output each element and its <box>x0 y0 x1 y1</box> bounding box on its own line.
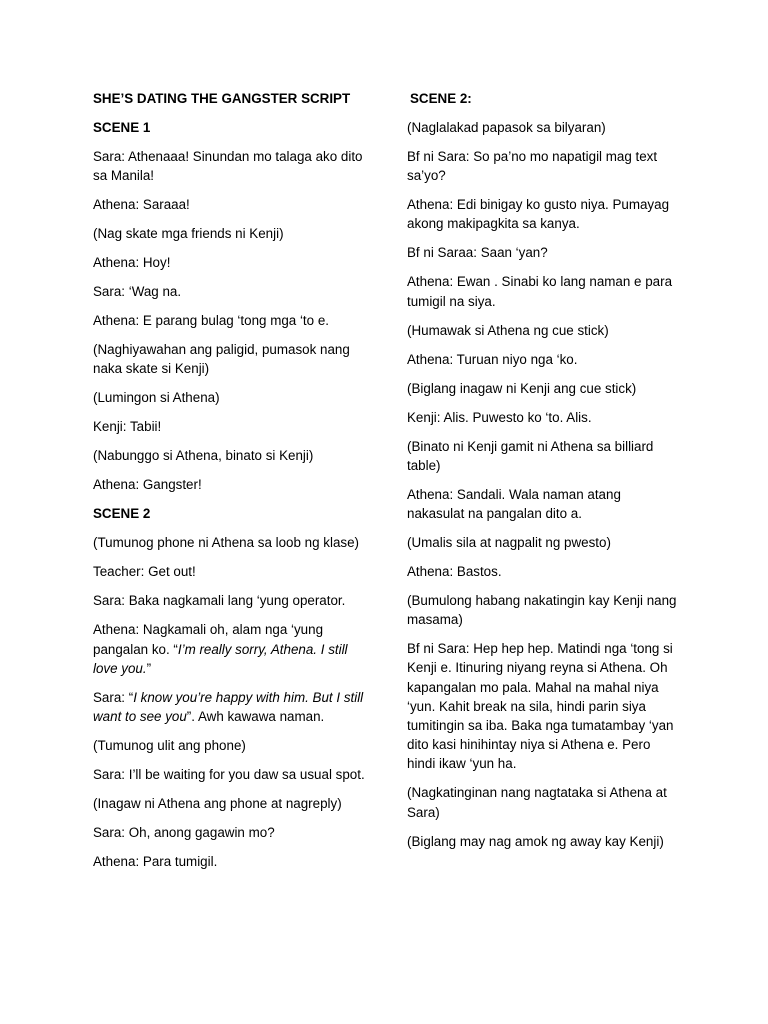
dialogue-line: Athena: Saraaa! <box>93 197 190 213</box>
stage-direction: (Nabunggo si Athena, binato si Kenji) <box>93 448 314 464</box>
dialogue-line: Athena: Turuan niyo nga ‘ko. <box>407 351 578 367</box>
stage-direction: (Bumulong habang nakatingin kay Kenji nang masama) <box>407 593 677 628</box>
stage-direction: (Nagkatinginan nang nagtataka si Athena at Sara) <box>407 785 667 820</box>
dialogue-line: Athena: E parang bulag ‘tong mga ‘to e. <box>93 313 329 329</box>
quoted-text-italic: I’m really sorry, Athena. I still love you. <box>93 641 348 676</box>
right-column <box>407 89 679 861</box>
dialogue-line: Bf ni Saraa: Saan ‘yan? <box>407 245 548 261</box>
left-column <box>93 89 375 881</box>
line-suffix: ” <box>146 660 152 676</box>
dialogue-line: Kenji: Alis. Puwesto ko ‘to. Alis. <box>407 409 592 425</box>
stage-direction: (Umalis sila at nagpalit ng pwesto) <box>407 535 611 551</box>
dialogue-line: Sara: ‘Wag na. <box>93 284 182 300</box>
dialogue-line: Athena: Bastos. <box>407 564 502 580</box>
line-prefix: Sara: “ <box>93 689 134 705</box>
stage-direction: (Nag skate mga friends ni Kenji) <box>93 226 284 242</box>
stage-direction: (Tumunog phone ni Athena sa loob ng klase) <box>93 535 360 551</box>
dialogue-line: Athena: Ewan . Sinabi ko lang naman e para tumigil na siya. <box>407 274 673 309</box>
dialogue-line: Bf ni Sara: Hep hep hep. Matindi nga ‘tong si Kenji e. Itinuring niyang reyna si Athena. Oh kapangalan mo pala. Mahal na mahal niya ‘yun. Kahit break na sila, hindi parin siya tumitingin sa iba. Baka nga tumatambay ‘yan dito kasi hinihintay niya si Athena e. Pero hindi ikaw ‘yun ha. <box>407 641 674 772</box>
dialogue-line-athena-text <box>93 620 375 678</box>
stage-direction: (Naglalakad papasok sa bilyaran) <box>407 120 606 135</box>
scene-2-heading: SCENE 2 <box>93 506 151 522</box>
scene-2-continued-heading: SCENE 2: <box>410 91 472 106</box>
dialogue-line: Athena: Para tumigil. <box>93 854 218 870</box>
line-suffix: ”. Awh kawawa naman. <box>186 709 325 725</box>
dialogue-line: Athena: Gangster! <box>93 477 202 493</box>
dialogue-line: Athena: Sandali. Wala naman atang nakasulat na pangalan dito a. <box>407 486 621 522</box>
dialogue-line: Teacher: Get out! <box>93 564 196 580</box>
dialogue-line-sara-text <box>93 688 375 726</box>
stage-direction: (Tumunog ulit ang phone) <box>93 738 246 754</box>
dialogue-line: Kenji: Tabii! <box>93 419 162 435</box>
stage-direction: (Biglang inagaw ni Kenji ang cue stick) <box>407 380 637 396</box>
line-prefix: Athena: Nagkamali oh, alam nga ‘yung pangalan ko. “ <box>93 622 324 657</box>
stage-direction: (Humawak si Athena ng cue stick) <box>407 322 609 338</box>
stage-direction: (Lumingon si Athena) <box>93 390 220 406</box>
dialogue-line: Sara: Oh, anong gagawin mo? <box>93 825 275 841</box>
dialogue-line: Athena: Hoy! <box>93 255 171 271</box>
stage-direction: (Biglang may nag amok ng away kay Kenji) <box>407 833 664 849</box>
script-title: SHE’S DATING THE GANGSTER SCRIPT <box>93 91 351 106</box>
scene-1-heading: SCENE 1 <box>93 120 151 135</box>
stage-direction: (Inagaw ni Athena ang phone at nagreply) <box>93 796 342 812</box>
dialogue-line: Athena: Edi binigay ko gusto niya. Pumayag akong makipagkita sa kanya. <box>407 197 670 232</box>
quoted-text-italic: I know you’re happy with him. But I still want to see you <box>93 689 364 725</box>
dialogue-line: Bf ni Sara: So pa’no mo napatigil mag text sa’yo? <box>407 149 658 184</box>
stage-direction: (Naghiyawahan ang paligid, pumasok nang naka skate si Kenji) <box>93 342 350 377</box>
dialogue-line: Sara: I’ll be waiting for you daw sa usual spot. <box>93 767 365 783</box>
stage-direction: (Binato ni Kenji gamit ni Athena sa billiard table) <box>407 438 654 473</box>
dialogue-line: Sara: Baka nagkamali lang ‘yung operator. <box>93 593 346 609</box>
dialogue-line: Sara: Athenaaa! Sinundan mo talaga ako dito sa Manila! <box>93 149 363 184</box>
